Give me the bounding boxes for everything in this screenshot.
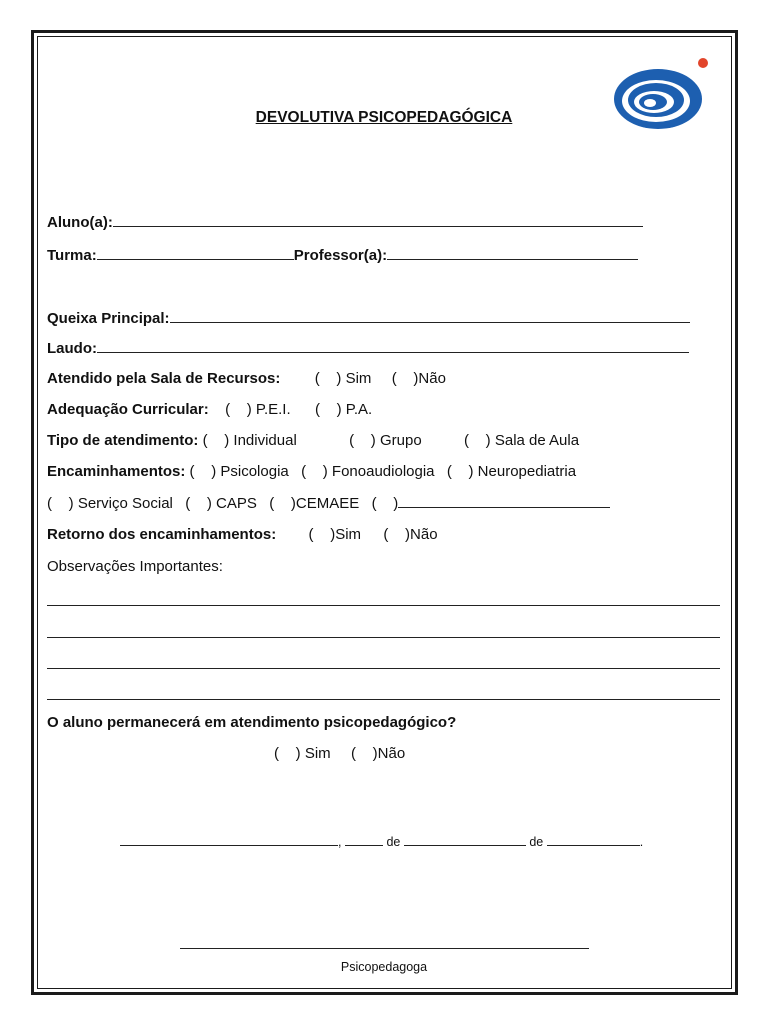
aluno-row <box>47 213 643 231</box>
permanece-nao-checkbox[interactable]: ( )Não <box>351 745 406 762</box>
permanece-question: O aluno permanecerá em atendimento psicopedagógico? <box>47 714 457 731</box>
pei-checkbox[interactable]: ( ) P.E.I. <box>225 401 291 418</box>
laudo-blank[interactable] <box>97 339 689 353</box>
date-line <box>120 834 643 849</box>
month-blank[interactable] <box>404 834 526 846</box>
observacoes-line-3[interactable] <box>47 668 720 669</box>
date-period: . <box>639 835 644 849</box>
observacoes-line-4[interactable] <box>47 699 720 700</box>
permanece-sim-checkbox[interactable]: ( ) Sim <box>274 745 331 762</box>
turma-blank[interactable] <box>97 246 294 260</box>
permanece-options <box>274 745 405 762</box>
tipo-atendimento-label: Tipo de atendimento: <box>47 432 199 449</box>
professor-label: Professor(a): <box>293 247 388 264</box>
turma-label: Turma: <box>47 247 97 264</box>
outro-checkbox[interactable]: ( ) <box>371 495 399 512</box>
date-de-2: de <box>529 835 544 849</box>
sala-recursos-sim-checkbox[interactable]: ( ) Sim <box>314 370 372 387</box>
cemaee-checkbox[interactable]: ( )CEMAEE <box>269 495 360 512</box>
encaminhamentos-row-2 <box>47 494 610 512</box>
signature-line[interactable] <box>180 948 589 949</box>
observacoes-line-1[interactable] <box>47 605 720 606</box>
servico-social-checkbox[interactable]: ( ) Serviço Social <box>47 495 173 512</box>
turma-row <box>47 246 638 264</box>
day-blank[interactable] <box>345 834 383 846</box>
adequacao-row <box>47 401 372 418</box>
encaminhamentos-row <box>47 463 576 480</box>
pa-checkbox[interactable]: ( ) P.A. <box>314 401 373 418</box>
fonoaudiologia-checkbox[interactable]: ( ) Fonoaudiologia <box>301 463 435 480</box>
queixa-label: Queixa Principal: <box>47 310 170 327</box>
sala-recursos-row <box>47 370 446 387</box>
observacoes-line-2[interactable] <box>47 637 720 638</box>
retorno-sim-checkbox[interactable]: ( )Sim <box>308 526 362 543</box>
aluno-blank[interactable] <box>113 213 643 227</box>
caps-checkbox[interactable]: ( ) CAPS <box>185 495 257 512</box>
document-title: DEVOLUTIVA PSICOPEDAGÓGICA <box>255 109 513 126</box>
city-blank[interactable] <box>120 834 338 846</box>
laudo-row <box>47 339 689 357</box>
queixa-blank[interactable] <box>170 309 690 323</box>
observacoes-label: Observações Importantes: <box>47 558 223 575</box>
sala-recursos-label: Atendido pela Sala de Recursos: <box>47 370 281 387</box>
retorno-row <box>47 526 438 543</box>
retorno-nao-checkbox[interactable]: ( )Não <box>383 526 438 543</box>
date-de-1: de <box>386 835 401 849</box>
year-blank[interactable] <box>547 834 640 846</box>
tipo-atendimento-row <box>47 432 579 449</box>
laudo-label: Laudo: <box>47 340 97 357</box>
psicologia-checkbox[interactable]: ( ) Psicologia <box>189 463 289 480</box>
sala-recursos-nao-checkbox[interactable]: ( )Não <box>391 370 446 387</box>
encaminhamentos-label: Encaminhamentos: <box>47 463 186 480</box>
queixa-row <box>47 309 690 327</box>
aluno-label: Aluno(a): <box>47 214 113 231</box>
neuropediatria-checkbox[interactable]: ( ) Neuropediatria <box>446 463 577 480</box>
date-comma: , <box>338 835 342 849</box>
professor-blank[interactable] <box>387 246 638 260</box>
individual-checkbox[interactable]: ( ) Individual <box>202 432 297 449</box>
adequacao-label: Adequação Curricular: <box>47 401 209 418</box>
sala-aula-checkbox[interactable]: ( ) Sala de Aula <box>464 432 580 449</box>
retorno-label: Retorno dos encaminhamentos: <box>47 526 277 543</box>
signature-label: Psicopedagoga <box>340 960 428 974</box>
grupo-checkbox[interactable]: ( ) Grupo <box>349 432 422 449</box>
outro-blank[interactable] <box>398 494 610 508</box>
